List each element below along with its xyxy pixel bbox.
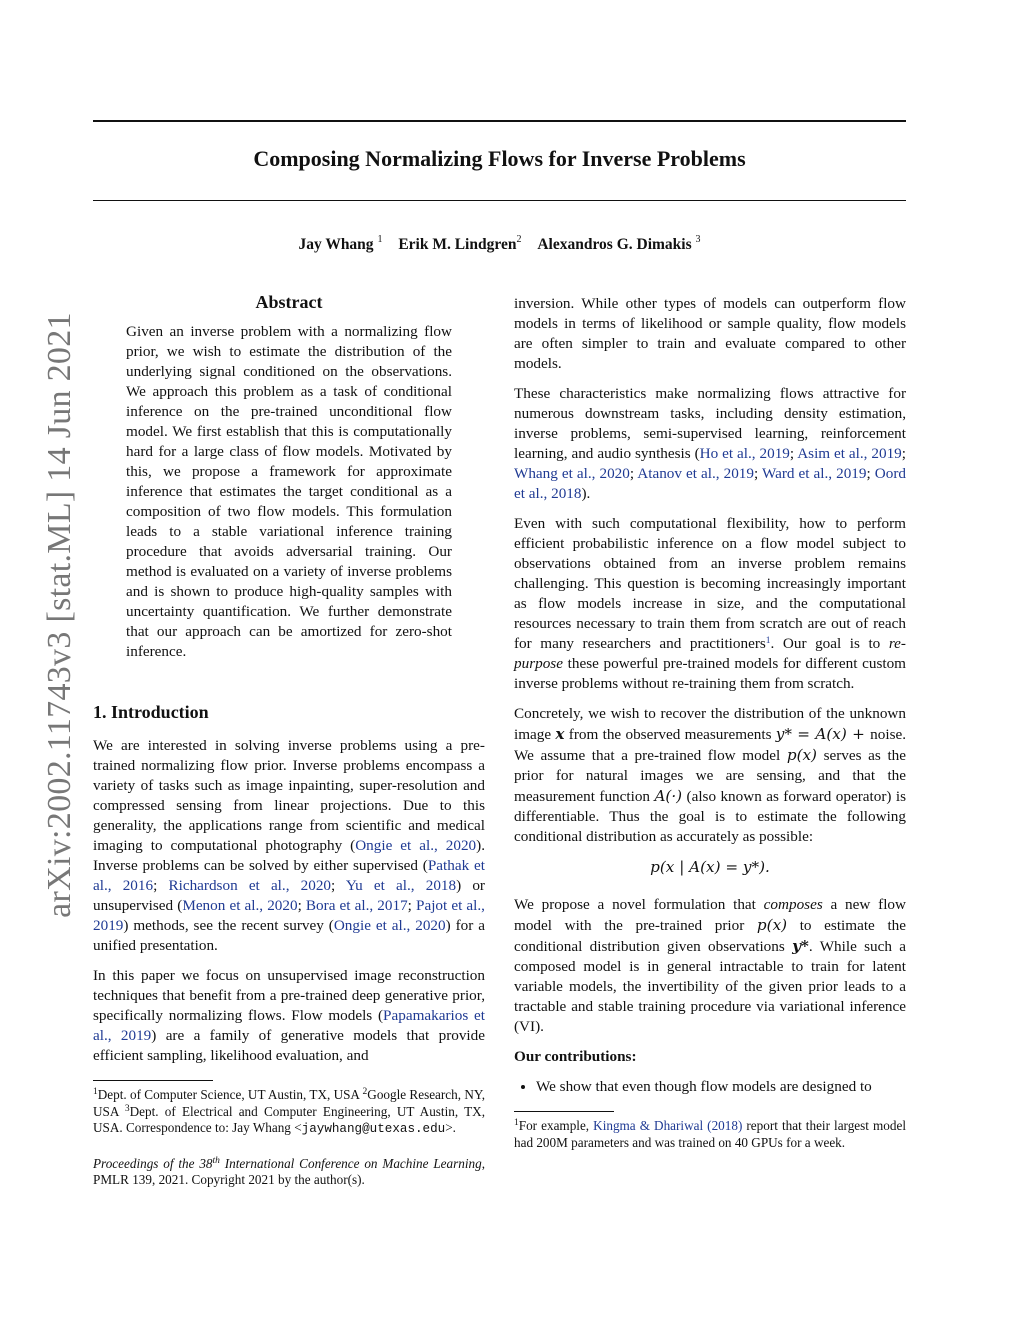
text-run: from the observed measurements bbox=[564, 726, 776, 743]
footnote-marker: 1 bbox=[93, 1087, 98, 1097]
text-run: Concretely, we wish to recover the distribution of the unknown image bbox=[514, 705, 906, 743]
footnote-marker: 2 bbox=[362, 1087, 368, 1097]
text-run: serves as the prior for natural images we are sensing, and that the measurement function bbox=[514, 747, 907, 805]
intro-paragraph-2 bbox=[93, 966, 485, 1066]
title-rule-bottom bbox=[93, 200, 906, 201]
math-ystar: y* bbox=[792, 937, 809, 955]
math-prior: p(x) bbox=[756, 916, 788, 934]
text-run: ) for a unified presentation. bbox=[93, 917, 485, 954]
correspondence-email[interactable]: jaywhang@utexas.edu bbox=[301, 1122, 446, 1136]
citation-link[interactable]: Ho et al., 2019 bbox=[699, 445, 790, 462]
right-paragraph-5 bbox=[514, 895, 906, 1037]
abstract-heading: Abstract bbox=[255, 292, 323, 312]
author-name: Jay Whang bbox=[298, 236, 374, 253]
text-run: Google Research, NY, USA bbox=[93, 1087, 485, 1119]
right-paragraph-4 bbox=[514, 704, 906, 847]
emphasis: re-purpose bbox=[514, 635, 906, 672]
footnote-marker: 1 bbox=[514, 1118, 519, 1128]
contributions-heading: Our contributions: bbox=[514, 1048, 637, 1065]
footnote-rule bbox=[93, 1080, 213, 1081]
text-run: . We assume that a pre-trained flow model bbox=[514, 726, 907, 764]
section-heading-introduction: 1. Introduction bbox=[93, 702, 209, 722]
citation-link[interactable]: Whang et al., 2020 bbox=[514, 465, 630, 482]
math-x: x bbox=[555, 725, 565, 743]
author-3 bbox=[537, 236, 700, 253]
math-forward-operator: A(·) bbox=[654, 787, 683, 805]
author-affiliation: 3 bbox=[695, 234, 701, 245]
intro-paragraph-1: We are interested in solving inverse problems using a pre-trained normalizing flow prior. Inverse problems encompass a variety of tasks such as image inpainting, super-resolution and compressed sensing from linear projections. Due to this generality, the applications range from scientific and medical imaging to computational photography (Ongie et al., 2020). Inverse problems can be solved by either supervised (Pathak et al., 2016; Richardson et al., 2020; Yu et al., 2018) or unsupervised (Menon et al., 2020; Bora et al., 2017; Pajot et al., 2019) methods, see the recent survey (Ongie et al., 2020) for a unified presentation. bbox=[93, 737, 486, 954]
affiliation-footnote bbox=[93, 1087, 485, 1138]
author-name: Alexandros G. Dimakis bbox=[537, 236, 692, 253]
emphasis: composes bbox=[763, 896, 823, 913]
math-measurement-eq: y* = A(x) + bbox=[775, 725, 871, 743]
citation-link[interactable]: Menon et al., 2020 bbox=[182, 897, 298, 914]
right-column bbox=[514, 294, 906, 1151]
citation-link[interactable]: Pajot et al., 2019 bbox=[93, 897, 485, 934]
author-1 bbox=[298, 236, 382, 253]
footnote-link[interactable]: 1 bbox=[765, 636, 771, 646]
text-run: We are interested in solving inverse problems using a pre-trained normalizing flow prior. Inverse problems encompass a variety of tasks such as image inpainting, super-resolution and compressed sensing from linear projections. Due to this generality, the applications range from scientific and medical imaging to computational photography ( bbox=[93, 737, 485, 854]
ordinal-superscript: th bbox=[212, 1155, 220, 1166]
citation-link[interactable]: Yu et al., 2018 bbox=[345, 877, 457, 894]
right-paragraph-3 bbox=[514, 514, 906, 694]
footnote-rule bbox=[514, 1111, 614, 1112]
text-run: ). bbox=[581, 485, 591, 502]
text-run: ) are a family of generative models that provide efficient sampling, likelihood evaluation, and bbox=[93, 1027, 485, 1064]
citation-link[interactable]: Papamakarios et al., 2019 bbox=[93, 1007, 485, 1044]
text-run: Dept. of Computer Science, UT Austin, TX, USA bbox=[97, 1087, 363, 1102]
right-paragraph-2: These characteristics make normalizing flows attractive for numerous downstream tasks, including density estimation, inverse problems, semi-supervised learning, reinforcement learning, and audio synthesis (Ho et al., 2019; Asim et al., 2019; Whang et al., 2020; Atanov et al., 2019; Ward et al., 2019; Oord et al., 2018). bbox=[514, 385, 906, 502]
text-run: We propose a novel formulation that bbox=[514, 896, 764, 913]
author-list bbox=[93, 236, 906, 254]
text-run: a new flow model with the pre-trained prior bbox=[514, 896, 906, 934]
text-run: ) methods, see the recent survey ( bbox=[123, 917, 334, 934]
text-run: Even with such computational flexibility, how to perform efficient probabilistic inference on a flow model subject to observations obtained from an inverse problem remains challenging. This question is becoming increasingly important as flow models increase in size, and the computational resources necessary to train them from scratch are out of reach for many researchers and practitioners bbox=[514, 515, 906, 652]
author-2 bbox=[398, 236, 521, 253]
author-affiliation: 2 bbox=[516, 234, 522, 245]
paper-title: Composing Normalizing Flows for Inverse Problems bbox=[253, 146, 746, 171]
text-run: In this paper we focus on unsupervised image reconstruction techniques that benefit from a pre-trained deep generative prior, specifically normalizing flows. Flow models ( bbox=[93, 967, 485, 1024]
left-column bbox=[93, 290, 485, 1189]
citation-link[interactable]: Ongie et al., 2020 bbox=[333, 917, 446, 934]
model-size-footnote bbox=[514, 1118, 906, 1151]
text-run: these powerful pre-trained models for different custom inverse problems without re-training them from scratch. bbox=[514, 655, 906, 692]
author-affiliation: 1 bbox=[377, 234, 383, 245]
text-run: International Conference on Machine Learning bbox=[219, 1155, 482, 1171]
text-run: (also known as forward operator) is differentiable. Thus the goal is to estimate the following conditional distribution as accurately as possible: bbox=[514, 788, 907, 845]
text-run: ) or unsupervised ( bbox=[93, 877, 485, 914]
citation-link[interactable]: Pathak et al., 2016 bbox=[93, 857, 486, 894]
text-run: noise bbox=[870, 726, 903, 743]
abstract-text: Given an inverse problem with a normalizing flow prior, we wish to estimate the distribution of the underlying signal conditioned on the observations. We approach this problem as a task of conditional inference on the pre-trained unconditional flow model. We first establish that this is computationally hard for a large class of flow models. Motivated by this, we propose a framework for approximate inference that estimates the target conditional as a composition of two flow models. This formulation leads to a stable variational inference training procedure that avoids adversarial training. Our method is evaluated on a variety of inverse problems and is shown to produce high-quality samples with uncertainty quantification. We further demonstrate that our approach can be amortized for zero-shot inference. bbox=[126, 323, 452, 660]
arxiv-identifier-stamp: arXiv:2002.11743v3 [stat.ML] 14 Jun 2021 bbox=[41, 312, 78, 918]
right-paragraph-1: inversion. While other types of models can outperform flow models in terms of likelihood or sample quality, flow models are often simpler to train and evaluate compared to other models. bbox=[514, 295, 906, 372]
contributions-list bbox=[514, 1077, 906, 1097]
display-equation: p(x | A(x) = y*). bbox=[650, 858, 770, 876]
text-run: Dept. of Electrical and Computer Engineering, UT Austin, TX, USA. Correspondence to: Jay Whang < bbox=[93, 1103, 486, 1135]
title-rule-top bbox=[93, 120, 906, 122]
proceedings-notice bbox=[93, 1156, 485, 1189]
citation-link[interactable]: Asim et al., 2019 bbox=[797, 445, 902, 462]
citation-link[interactable]: Kingma & Dhariwal (2018) bbox=[593, 1118, 743, 1133]
text-run: Proceedings of the 38 bbox=[93, 1155, 213, 1171]
text-run: ). Inverse problems can be solved by either supervised ( bbox=[93, 837, 485, 874]
footnote-marker: 3 bbox=[124, 1103, 130, 1114]
text-run: . While such a composed model is in general intractable to train for latent variable models, the invertibility of the given prior leads to a tractable and stable training procedure via variational inference (VI). bbox=[514, 938, 906, 1035]
citation-link[interactable]: Ongie et al., 2020 bbox=[355, 837, 477, 854]
text-run: , PMLR 139, 2021. Copyright 2021 by the author(s). bbox=[93, 1155, 485, 1187]
citation-link[interactable]: Bora et al., 2017 bbox=[305, 897, 408, 914]
citation-link[interactable]: Richardson et al., 2020 bbox=[168, 877, 332, 894]
text-run: These characteristics make normalizing flows attractive for numerous downstream tasks, including density estimation, inverse problems, semi-supervised learning, reinforcement learning, and audio synthesis ( bbox=[514, 385, 906, 462]
text-run: to estimate the conditional distribution given observations bbox=[514, 917, 906, 955]
citation-link[interactable]: Oord et al., 2018 bbox=[514, 465, 906, 502]
math-prior: p(x) bbox=[786, 746, 817, 764]
text-run: report that their largest model had 200M parameters and was trained on 40 GPUs for a week. bbox=[514, 1118, 906, 1150]
citation-link[interactable]: Ward et al., 2019 bbox=[761, 465, 867, 482]
list-item: • We show that even though flow models are designed to bbox=[536, 1077, 906, 1097]
citation-link[interactable]: Atanov et al., 2019 bbox=[637, 465, 754, 482]
author-name: Erik M. Lindgren bbox=[398, 236, 517, 253]
text-run: . Our goal is to bbox=[770, 635, 889, 652]
text-run: >. bbox=[445, 1120, 456, 1135]
text-run: For example, bbox=[518, 1118, 594, 1133]
